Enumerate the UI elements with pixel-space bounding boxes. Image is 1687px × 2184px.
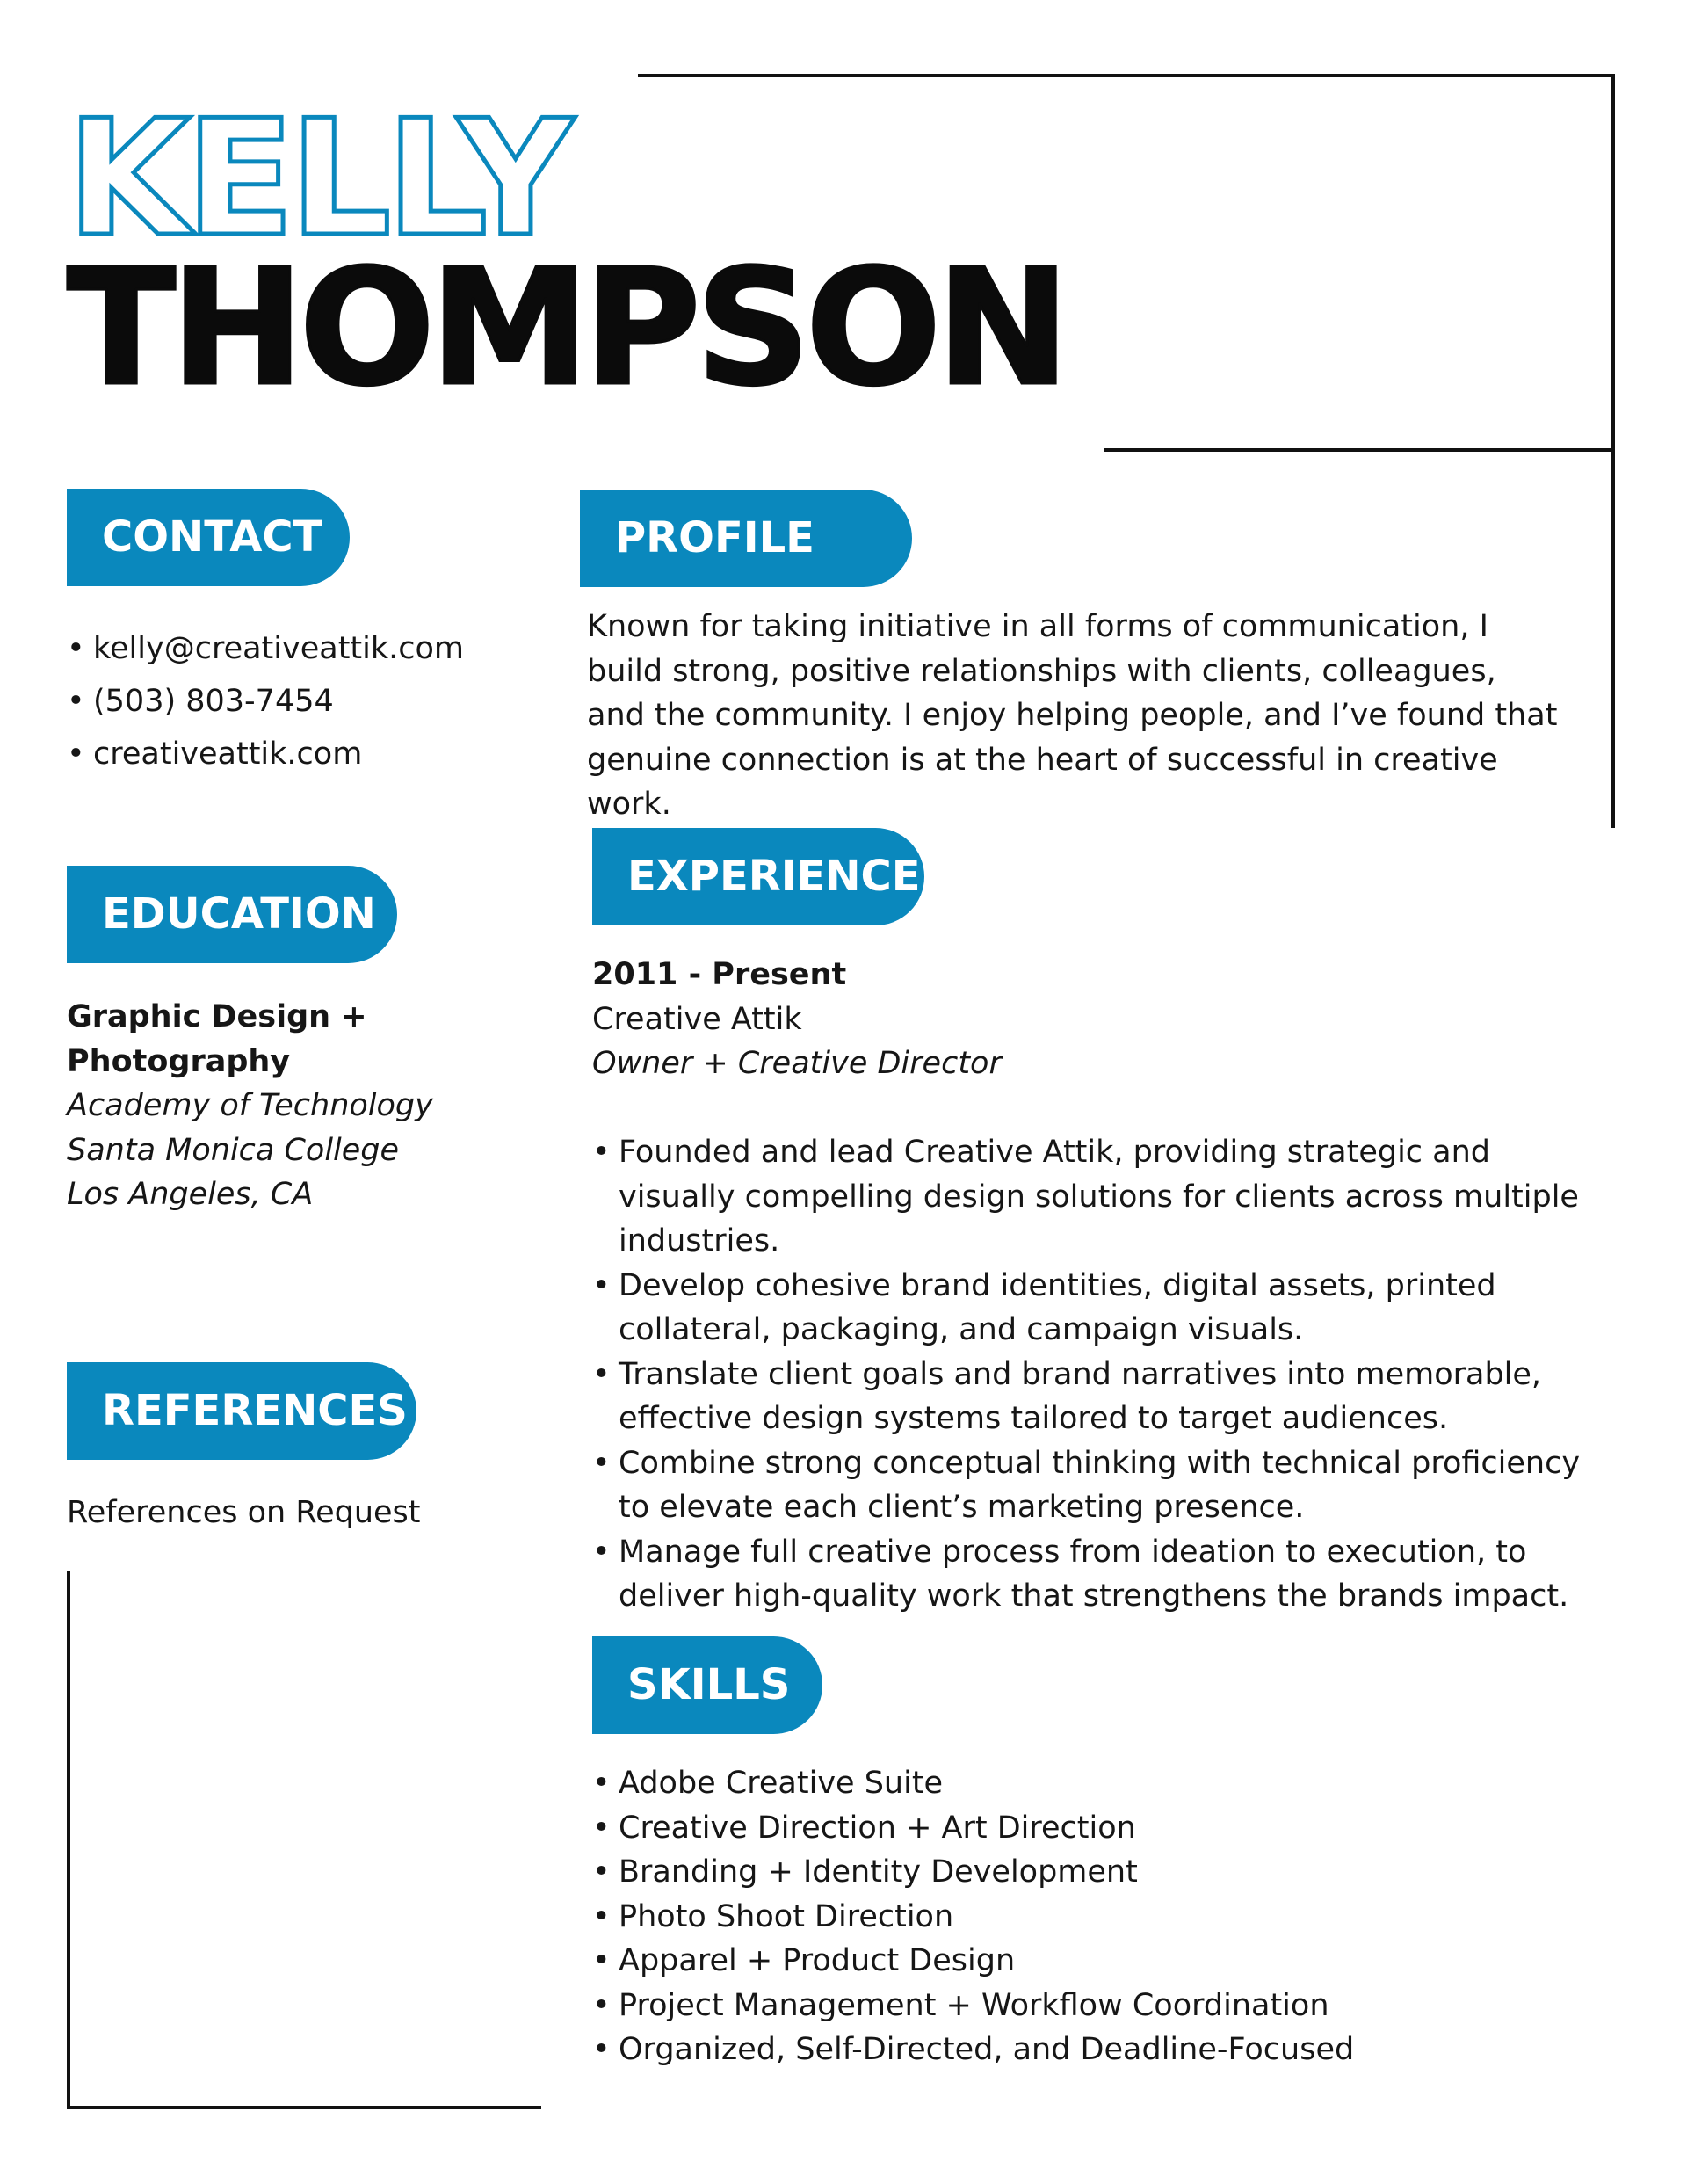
skills-heading: SKILLS xyxy=(592,1636,822,1734)
frame-line-left xyxy=(67,1571,70,2109)
last-name: THOMPSON xyxy=(67,235,1065,421)
experience-bullet: • Combine strong conceptual thinking with technical proficiency to elevate each client’s marketing presence. xyxy=(592,1441,1603,1530)
experience-bullet: • Develop cohesive brand identities, digital assets, printed collateral, packaging, and campaign visuals. xyxy=(592,1264,1603,1353)
education-college: Santa Monica College xyxy=(67,1132,400,1168)
education-school: Academy of Technology xyxy=(67,1088,433,1123)
contact-heading: CONTACT xyxy=(67,489,350,586)
frame-line-name-underline xyxy=(1104,448,1615,452)
first-name: KELLY xyxy=(67,85,568,272)
experience-bullet: • Manage full creative process from ideation to execution, to deliver high-quality work that strengthens the brands impact. xyxy=(592,1530,1603,1619)
contact-phone[interactable]: • (503) 803-7454 xyxy=(67,675,559,728)
skill-item: • Organized, Self-Directed, and Deadline-Focused xyxy=(592,2028,1603,2072)
experience-entry xyxy=(592,953,1603,1086)
frame-line-top xyxy=(638,74,1615,77)
contact-website[interactable]: • creativeattik.com xyxy=(67,728,559,780)
experience-company: Creative Attik xyxy=(592,1001,802,1037)
experience-bullet: • Translate client goals and brand narratives into memorable, effective design systems tailored to target audiences. xyxy=(592,1353,1603,1441)
experience-dates: 2011 - Present xyxy=(592,957,847,992)
skills-list xyxy=(592,1761,1603,2072)
references-text: References on Request xyxy=(67,1495,421,1530)
education-block xyxy=(67,995,541,1217)
skill-item: • Photo Shoot Direction xyxy=(592,1895,1603,1940)
skill-item: • Apparel + Product Design xyxy=(592,1939,1603,1984)
profile-text: Known for taking initiative in all forms of communication, I build strong, positive relationships with clients, colleagues, and the community. I enjoy helping people, and I’ve found that genuine connection is at the heart of successful in creative work. xyxy=(587,609,1558,822)
references-heading: REFERENCES xyxy=(67,1362,416,1460)
experience-bullets xyxy=(592,1130,1603,1619)
contact-email[interactable]: • kelly@creativeattik.com xyxy=(67,622,559,675)
experience-heading: EXPERIENCE xyxy=(592,828,924,925)
experience-bullet: • Founded and lead Creative Attik, providing strategic and visually compelling design solutions for clients across multiple industries. xyxy=(592,1130,1603,1264)
skill-item: • Creative Direction + Art Direction xyxy=(592,1806,1603,1851)
skill-item: • Branding + Identity Development xyxy=(592,1850,1603,1895)
profile-heading: PROFILE xyxy=(580,490,912,587)
skill-item: • Project Management + Workflow Coordination xyxy=(592,1984,1603,2028)
education-degree: Graphic Design + Photography xyxy=(67,999,367,1079)
education-location: Los Angeles, CA xyxy=(67,1177,314,1212)
experience-title: Owner + Creative Director xyxy=(592,1046,1002,1081)
contact-list xyxy=(67,622,559,780)
skill-item: • Adobe Creative Suite xyxy=(592,1761,1603,1806)
frame-line-bottom xyxy=(67,2106,541,2109)
education-heading: EDUCATION xyxy=(67,866,397,963)
